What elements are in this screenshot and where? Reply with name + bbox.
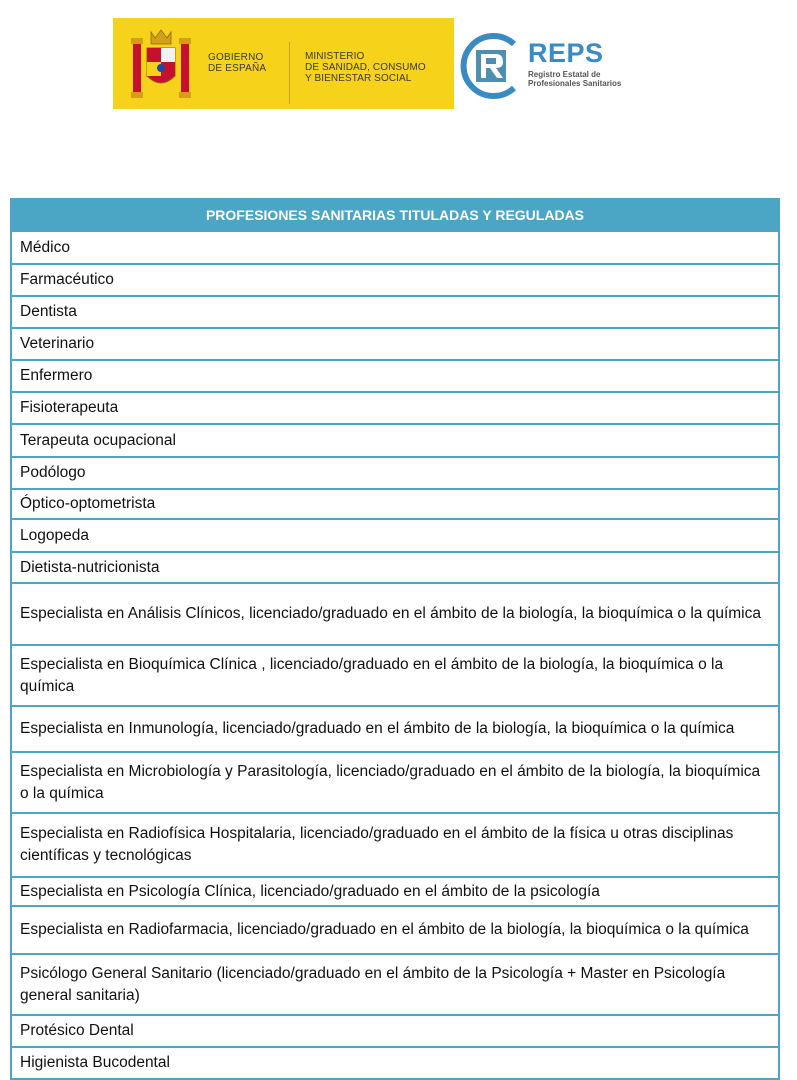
table-row: Podólogo — [12, 456, 778, 488]
professions-table — [10, 198, 780, 1080]
table-row: Protésico Dental — [12, 1014, 778, 1046]
banner-divider — [289, 42, 290, 104]
table-row: Farmacéutico — [12, 263, 778, 295]
table-row: Especialista en Bioquímica Clínica , licenciado/graduado en el ámbito de la biología, la bioquímica o la química — [12, 644, 778, 705]
reps-subtitle — [528, 70, 638, 88]
table-row: Logopeda — [12, 518, 778, 551]
reps-sub-line-1: Registro Estatal de — [528, 70, 601, 79]
table-row: Psicólogo General Sanitario (licenciado/graduado en el ámbito de la Psicología + Master en Psicología general sanitaria) — [12, 953, 778, 1014]
table-row: Especialista en Radiofarmacia, licenciado/graduado en el ámbito de la biología, la bioquímica o la química — [12, 905, 778, 953]
table-row: Médico — [20, 238, 70, 256]
ministry-line-3: Y BIENESTAR SOCIAL — [305, 73, 412, 84]
table-row: Dentista — [12, 295, 778, 327]
ministry-line-1: MINISTERIO — [305, 51, 365, 62]
table-row: Especialista en Análisis Clínicos, licenciado/graduado en el ámbito de la biología, la bioquímica o la química — [12, 582, 778, 644]
table-row: Higienista Bucodental — [12, 1046, 778, 1078]
government-logo-banner — [113, 18, 454, 109]
government-name — [208, 52, 266, 74]
table-row: Óptico-optometrista — [12, 488, 778, 518]
coat-of-arms-icon — [125, 24, 197, 104]
gov-line-2: DE ESPAÑA — [208, 63, 267, 74]
table-row: Fisioterapeuta — [12, 391, 778, 423]
table-body — [12, 232, 778, 1078]
ministry-name — [305, 51, 426, 84]
table-row: Veterinario — [12, 327, 778, 359]
ministry-line-2: DE SANIDAD, CONSUMO — [305, 62, 426, 73]
table-row: Especialista en Inmunología, licenciado/graduado en el ámbito de la biología, la bioquímica o la química — [12, 705, 778, 751]
table-heading: PROFESIONES SANITARIAS TITULADAS Y REGULADAS — [10, 198, 780, 232]
reps-emblem-icon — [456, 30, 526, 102]
table-row: Especialista en Microbiología y Parasitología, licenciado/graduado en el ámbito de la biología, la bioquímica o la química — [12, 751, 778, 812]
table-row: Dietista-nutricionista — [12, 551, 778, 582]
reps-sub-line-2: Profesionales Sanitarios — [528, 79, 622, 88]
table-row: Enfermero — [12, 359, 778, 391]
table-row: Especialista en Radiofísica Hospitalaria, licenciado/graduado en el ámbito de la física u otras disciplinas científicas y tecnológicas — [12, 812, 778, 876]
reps-logo — [456, 30, 636, 102]
table-row: Especialista en Psicología Clínica, licenciado/graduado en el ámbito de la psicología — [12, 876, 778, 905]
table-row: Terapeuta ocupacional — [12, 423, 778, 456]
gov-line-1: GOBIERNO — [208, 52, 264, 63]
reps-title: REPS — [528, 38, 604, 68]
